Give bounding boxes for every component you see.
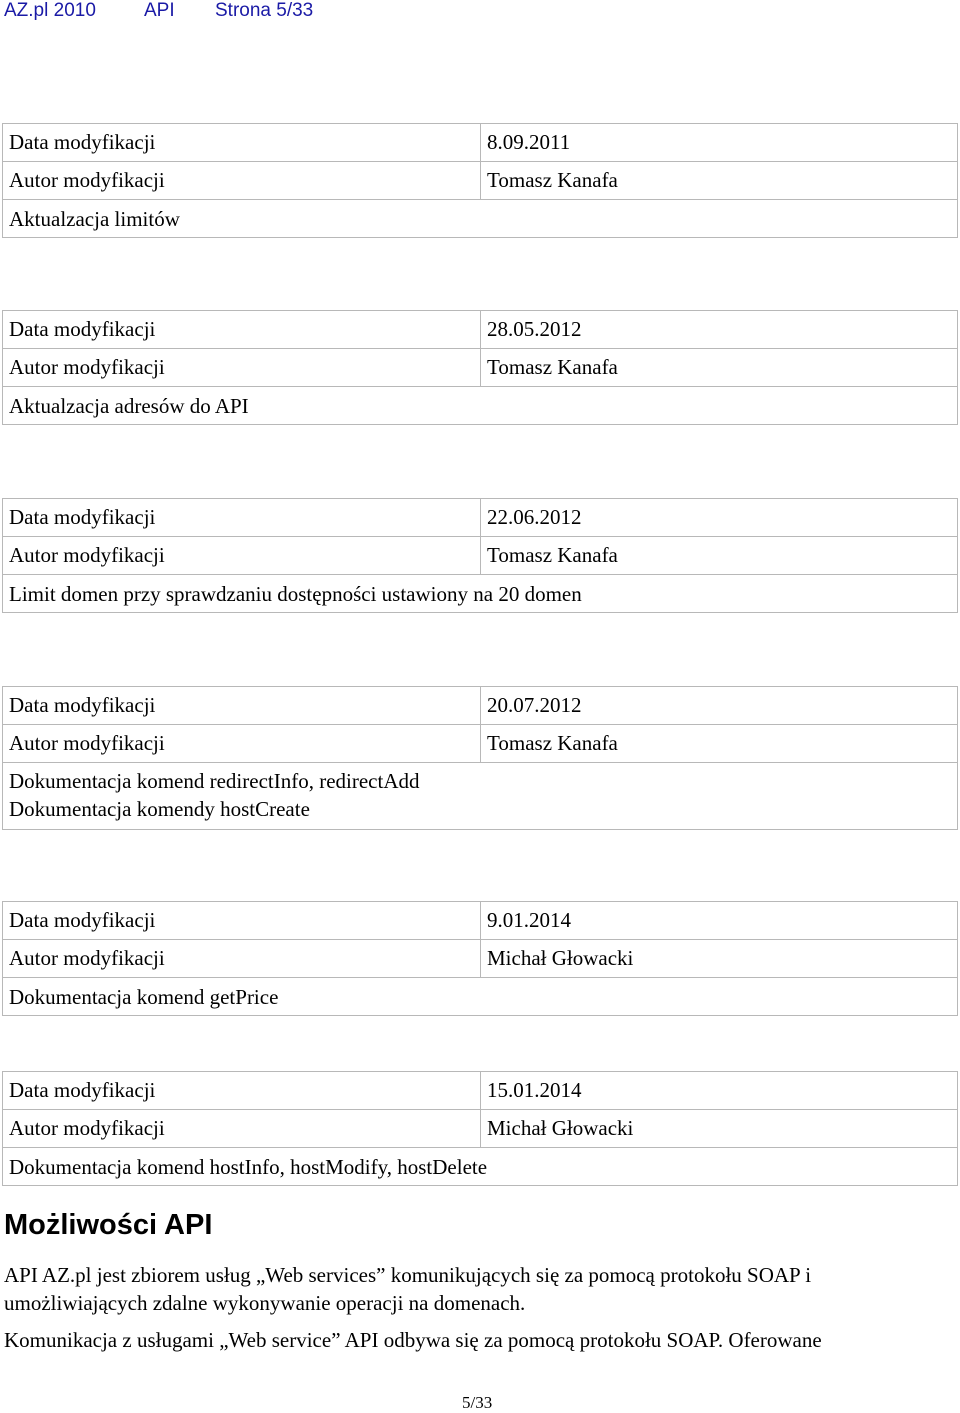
description-row xyxy=(3,763,957,829)
date-label: Data modyfikacji xyxy=(3,687,481,724)
change-entry xyxy=(2,123,958,238)
change-entry xyxy=(2,686,958,830)
author-label: Autor modyfikacji xyxy=(3,162,481,199)
author-label: Autor modyfikacji xyxy=(3,940,481,977)
change-description xyxy=(3,575,582,612)
description-row xyxy=(3,200,957,237)
date-row xyxy=(3,1072,957,1110)
description-row xyxy=(3,978,957,1015)
change-description xyxy=(3,978,481,1015)
author-row xyxy=(3,940,957,978)
description-line: Dokumentacja komend hostInfo, hostModify, hostDelete xyxy=(9,1155,488,1179)
author-row xyxy=(3,162,957,200)
description-line: Aktualzacja adresów do API xyxy=(9,394,249,418)
author-row xyxy=(3,537,957,575)
paragraph-line: API AZ.pl jest zbiorem usług „Web services” komunikujących się za pomocą protokołu SOAP i xyxy=(4,1263,812,1287)
date-row xyxy=(3,124,957,162)
author-value: Tomasz Kanafa xyxy=(487,543,618,567)
header-product: API xyxy=(144,0,175,21)
author-label: Autor modyfikacji xyxy=(3,725,481,762)
author-row xyxy=(3,1110,957,1148)
date-value: 8.09.2011 xyxy=(487,130,571,154)
date-value: 15.01.2014 xyxy=(487,1078,582,1102)
change-description xyxy=(3,200,481,237)
date-value: 28.05.2012 xyxy=(487,317,582,341)
author-value: Michał Głowacki xyxy=(487,1116,634,1140)
author-value: Tomasz Kanafa xyxy=(487,355,618,379)
date-label: Data modyfikacji xyxy=(3,499,481,536)
date-row xyxy=(3,902,957,940)
author-value: Tomasz Kanafa xyxy=(487,731,618,755)
description-line: Dokumentacja komend getPrice xyxy=(9,985,279,1009)
date-value: 9.01.2014 xyxy=(487,908,571,932)
description-line: Dokumentacja komendy hostCreate xyxy=(9,797,310,821)
date-value: 20.07.2012 xyxy=(487,693,582,717)
author-label: Autor modyfikacji xyxy=(3,537,481,574)
change-entry xyxy=(2,498,958,613)
change-description xyxy=(3,387,481,424)
change-description xyxy=(3,763,420,829)
date-label: Data modyfikacji xyxy=(3,902,481,939)
header-company: AZ.pl 2010 xyxy=(4,0,96,21)
change-description xyxy=(3,1148,487,1185)
description-line: Limit domen przy sprawdzaniu dostępności ustawiony na 20 domen xyxy=(9,582,582,606)
description-line: Aktualzacja limitów xyxy=(9,207,180,231)
date-label: Data modyfikacji xyxy=(3,311,481,348)
date-value: 22.06.2012 xyxy=(487,505,582,529)
author-row xyxy=(3,725,957,763)
date-row xyxy=(3,311,957,349)
author-value: Michał Głowacki xyxy=(487,946,634,970)
change-entry xyxy=(2,310,958,425)
date-row xyxy=(3,499,957,537)
author-row xyxy=(3,349,957,387)
section-title: Możliwości API xyxy=(4,1209,213,1241)
author-label: Autor modyfikacji xyxy=(3,1110,481,1147)
description-row xyxy=(3,387,957,424)
description-line: Dokumentacja komend redirectInfo, redirectAdd xyxy=(9,769,420,793)
author-label: Autor modyfikacji xyxy=(3,349,481,386)
change-entry xyxy=(2,1071,958,1186)
page-number: 5/33 xyxy=(462,1393,493,1412)
change-entry xyxy=(2,901,958,1016)
section-paragraph: Komunikacja z usługami „Web service” API odbywa się za pomocą protokołu SOAP. Oferowane xyxy=(4,1328,822,1352)
date-row xyxy=(3,687,957,725)
paragraph-line: umożliwiających zdalne wykonywanie operacji na domenach. xyxy=(4,1291,526,1315)
author-value: Tomasz Kanafa xyxy=(487,168,618,192)
date-label: Data modyfikacji xyxy=(3,124,481,161)
section-paragraph xyxy=(4,1261,944,1317)
description-row xyxy=(3,1148,957,1185)
date-label: Data modyfikacji xyxy=(3,1072,481,1109)
header-page-info: Strona 5/33 xyxy=(215,0,314,21)
description-row xyxy=(3,575,957,612)
